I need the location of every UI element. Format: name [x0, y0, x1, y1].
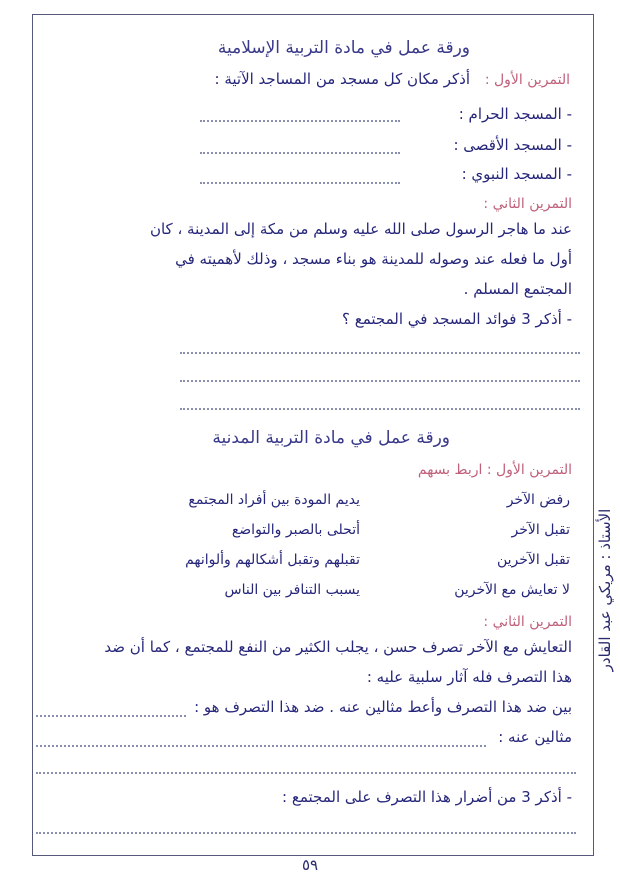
sheet1-ex2-line-2: أول ما فعله عند وصوله للمدينة هو بناء مسجد ، وذلك لأهميته في [175, 250, 572, 268]
sheet2-ex2-q1-tail: مثالين عنه : [498, 728, 572, 746]
answer-line [180, 380, 580, 382]
answer-line [180, 408, 580, 410]
answer-line [36, 772, 576, 774]
sheet2-title: ورقة عمل في مادة التربية المدنية [212, 428, 450, 448]
answer-line [200, 182, 400, 184]
match-left-1: يديم المودة بين أفراد المجتمع [188, 492, 360, 508]
sheet2-ex2-heading: التمرين الثاني : [483, 614, 572, 630]
sheet2-ex2-line-2: هذا التصرف فله آثار سلبية عليه : [366, 668, 572, 686]
sheet1-ex1-item-2: - المسجد الأقصى : [453, 136, 572, 154]
answer-line [36, 832, 576, 834]
side-credit-text: الأستاذ : مريكي عبد القادر [596, 508, 614, 672]
match-right-3: تقبل الآخرين [496, 552, 570, 568]
answer-line [200, 152, 400, 154]
match-right-2: تقبل الآخر [511, 522, 570, 538]
page-number: ٥٩ [301, 856, 319, 874]
sheet1-ex2-question: - أذكر 3 فوائد المسجد في المجتمع ؟ [342, 310, 572, 328]
side-credit [592, 330, 618, 850]
sheet2-ex2-q2: - أذكر 3 من أضرار هذا التصرف على المجتمع : [282, 788, 572, 806]
match-right-4: لا تعايش مع الآخرين [454, 582, 570, 598]
match-left-4: يسبب التنافر بين الناس [224, 582, 360, 598]
answer-line [180, 352, 580, 354]
answer-line [200, 120, 400, 122]
sheet1-ex1-item-3: - المسجد النبوي : [461, 165, 572, 183]
sheet1-title: ورقة عمل في مادة التربية الإسلامية [217, 38, 470, 58]
answer-line [36, 715, 186, 717]
sheet1-ex1-item-1: - المسجد الحرام : [458, 105, 572, 123]
sheet1-ex1-prompt: أذكر مكان كل مسجد من المساجد الآتية : [214, 70, 470, 88]
sheet1-ex1-heading: التمرين الأول : [484, 72, 570, 88]
sheet2-ex2-q1: بين ضد هذا التصرف وأعط مثالين عنه . ضد هذا التصرف هو : [194, 698, 572, 716]
sheet1-ex2-line-3: المجتمع المسلم . [463, 280, 572, 298]
sheet1-ex2-heading: التمرين الثاني : [483, 196, 572, 212]
match-left-2: أتحلى بالصبر والتواضع [231, 522, 360, 538]
sheet1-ex2-line-1: عند ما هاجر الرسول صلى الله عليه وسلم من مكة إلى المدينة ، كان [149, 220, 572, 238]
match-left-3: تقبلهم وتقبل أشكالهم وألوانهم [185, 552, 360, 568]
sheet2-ex2-line-1: التعايش مع الآخر تصرف حسن ، يجلب الكثير من النفع للمجتمع ، كما أن ضد [104, 638, 572, 656]
match-right-1: رفض الآخر [506, 492, 570, 508]
answer-line [36, 745, 486, 747]
sheet2-ex1-heading: التمرين الأول : اربط بسهم [417, 462, 572, 478]
